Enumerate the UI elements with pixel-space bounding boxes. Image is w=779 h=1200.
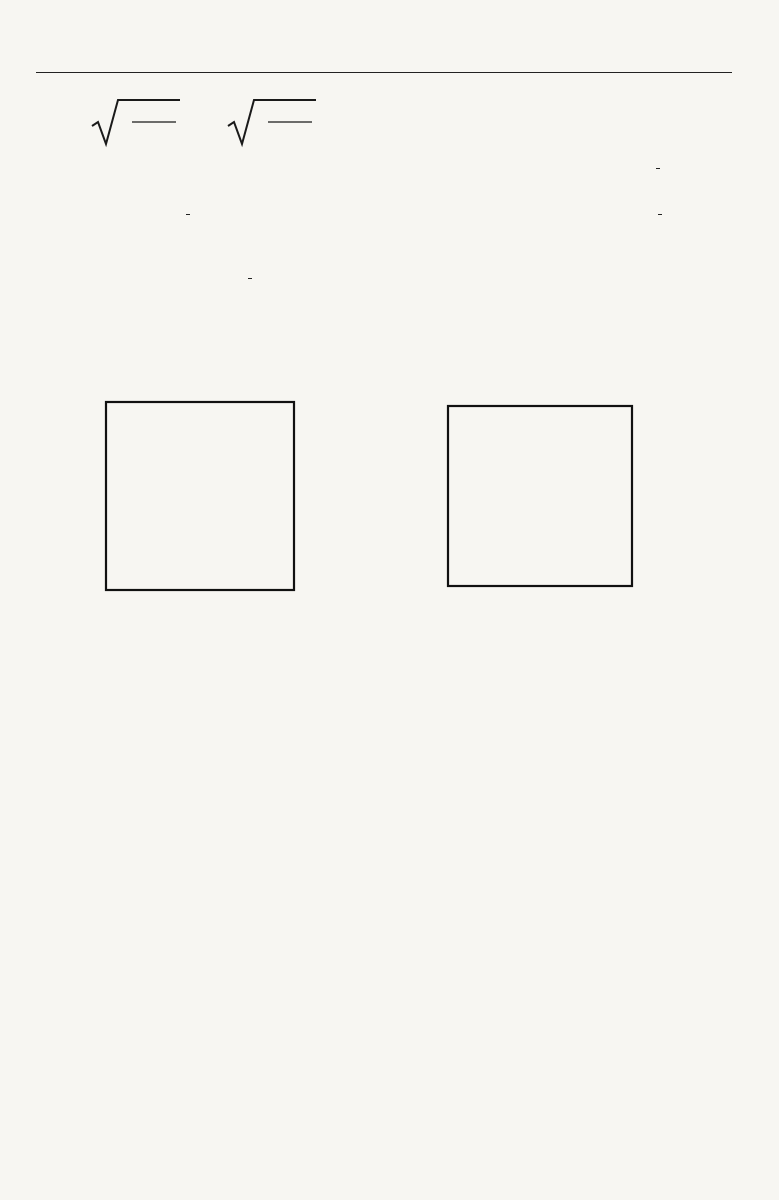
page-header [36, 46, 732, 73]
sqrt-symbol-2 [226, 96, 318, 148]
ratio-nu1-nu2-small [248, 278, 252, 279]
sqrt-symbol-1 [90, 96, 182, 148]
line-with-roots [38, 96, 730, 146]
fraction-2-3 [656, 168, 660, 169]
text-line-fraction-8-9 [38, 214, 730, 254]
figure-4-lissajous-8-9 [446, 404, 634, 588]
ratio-nu1-nu2 [658, 214, 662, 215]
text-line-fraction-2-3 [38, 170, 730, 206]
figure-3-lissajous-2-3 [104, 400, 296, 592]
fraction-8-9 [186, 214, 190, 215]
text-line-ratio [38, 280, 730, 316]
